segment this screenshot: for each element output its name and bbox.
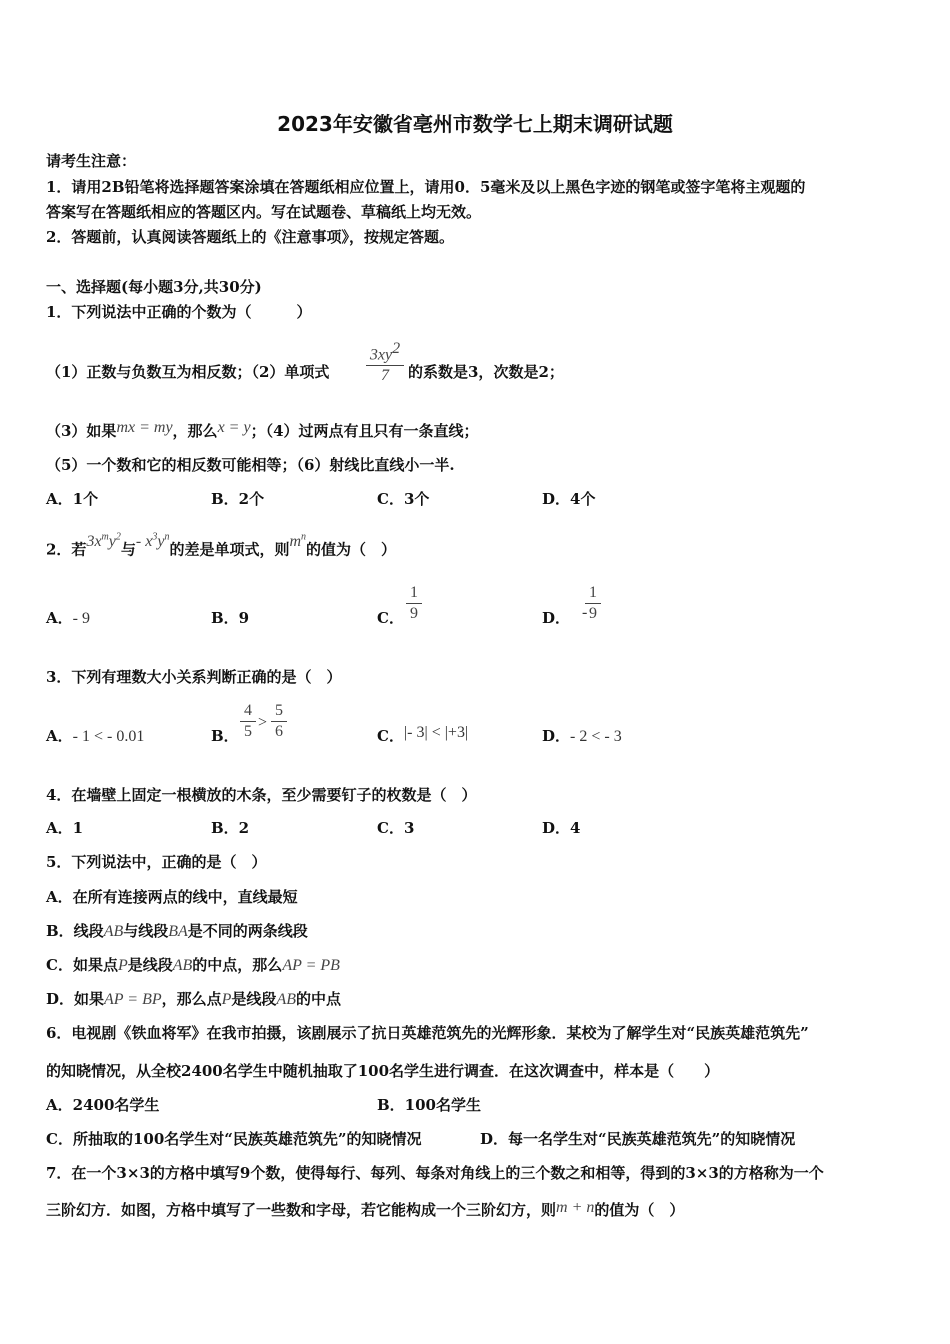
q7-text-a: 三阶幻方．如图，方格中填写了一些数和字母，若它能构成一个三阶幻方，则: [46, 1201, 557, 1219]
q2-option-c-fraction: [406, 584, 422, 623]
q3-option-d[interactable]: [542, 726, 622, 747]
q2-option-c-label: C．: [377, 609, 404, 627]
q7-math: m + n: [556, 1199, 595, 1216]
q2-term-2-exp2: n: [164, 532, 170, 543]
q2-option-d-fraction: [585, 584, 601, 623]
q4-option-d[interactable]: D．4: [542, 819, 581, 837]
q1-s3-text-b: ，那么: [172, 422, 218, 440]
q5-d-math-2: P: [221, 991, 232, 1008]
q2-option-d-label: D．: [542, 609, 571, 627]
q5-c-text-2: 是线段: [127, 956, 173, 974]
q2-term-1: [86, 533, 120, 550]
section-heading: 一、选择题(每小题3分,共30分): [46, 278, 262, 296]
q2-option-b[interactable]: B．9: [211, 609, 250, 627]
q2-power: [289, 533, 306, 550]
q2-term-1-base: 3x: [86, 533, 102, 551]
q1-option-d[interactable]: D．4个: [542, 490, 596, 508]
q3-option-d-value: - 2 < - 3: [570, 728, 622, 745]
q2-text-d: 的值为（ ）: [306, 540, 397, 559]
q5-b-text-2: 与线段: [123, 922, 169, 940]
q5-c-math-3: AP = PB: [282, 957, 340, 974]
q7-stem-line-2: [46, 1200, 684, 1221]
q1-option-b[interactable]: B．2个: [211, 490, 265, 508]
q5-b-text-1: B．线段: [46, 922, 104, 940]
q2-text-c: 的差是单项式，则: [169, 540, 290, 559]
q3-option-b-gt: >: [258, 714, 268, 731]
q3-option-d-label: D．: [542, 727, 571, 745]
q5-stem: 5．下列说法中，正确的是（ ）: [46, 853, 267, 871]
q2-term-2-base2: y: [157, 533, 165, 551]
q2-power-base: m: [289, 533, 302, 551]
q5-d-math-3: AB: [276, 991, 296, 1008]
q3-option-c-value: |- 3| < |+3|: [403, 724, 469, 741]
q5-d-text-3: 是线段: [231, 990, 277, 1008]
q3-option-c-label: C．: [377, 727, 404, 745]
q1-frac-num: 3xy: [369, 346, 393, 364]
q5-b-math-2: BA: [168, 923, 188, 940]
q5-c-math-2: AB: [172, 957, 193, 974]
q3-option-b-den-2: 6: [275, 723, 283, 740]
q2-power-exp: n: [301, 532, 307, 543]
q2-option-d-den: 9: [589, 605, 597, 622]
q5-d-text-1: D．如果: [46, 990, 105, 1008]
notice-line-1b: 答案写在答题纸相应的答题区内。写在试题卷、草稿纸上均无效。: [46, 203, 482, 221]
q5-c-text-3: 的中点，那么: [192, 956, 283, 974]
q1-s3-text-a: （3）如果: [46, 422, 117, 440]
notice-line-2: 2．答题前，认真阅读答题纸上的《注意事项》，按规定答题。: [46, 228, 454, 246]
q1-frac-exp: 2: [392, 340, 401, 357]
q1-s3-math-1: mx = my: [116, 419, 173, 436]
q1-statement-5-6: （5）一个数和它的相反数可能相等；（6）射线比直线小一半.: [46, 456, 455, 474]
q3-option-b-den-1: 5: [244, 723, 252, 740]
q2-term-1-exp2: 2: [115, 532, 121, 543]
q1-statement-3-4: [46, 421, 479, 442]
q3-option-a-value: - 1 < - 0.01: [72, 728, 145, 745]
q2-option-d-sign: -: [582, 604, 588, 621]
q1-statement-1-2b: 的系数是3，次数是2；: [408, 363, 564, 381]
q6-stem-line-2: 的知晓情况，从全校2400名学生中随机抽取了100名学生进行调查．在这次调查中，样本是（ ）: [46, 1062, 720, 1080]
q3-option-b-fraction-1: [240, 702, 256, 741]
q5-d-text-2: ，那么点: [161, 990, 222, 1008]
q5-b-math-1: AB: [103, 923, 124, 940]
q2-text-b: 与: [120, 540, 136, 559]
q5-option-b[interactable]: [46, 921, 308, 942]
q3-option-b-fraction-2: [271, 702, 287, 741]
notice-line-1a: 1．请用2B铅笔将选择题答案涂填在答题纸相应位置上，请用0．5毫米及以上黑色字迹的钢笔或签字笔将主观题的: [46, 178, 806, 196]
q2-term-2: [136, 533, 170, 550]
q2-option-a-label: A．: [46, 609, 73, 627]
q2-option-a[interactable]: [46, 608, 90, 629]
q2-option-d[interactable]: [542, 604, 588, 629]
q5-option-a[interactable]: A．在所有连接两点的线中，直线最短: [46, 888, 298, 906]
q1-option-a[interactable]: A．1个: [46, 490, 99, 508]
q2-term-2-exp1: 3: [152, 532, 158, 543]
q1-frac-den: 7: [381, 367, 389, 385]
q5-option-d[interactable]: [46, 989, 341, 1010]
q3-option-b-label: B．: [211, 727, 239, 745]
q5-option-c[interactable]: [46, 955, 340, 976]
q5-b-text-3: 是不同的两条线段: [187, 922, 308, 940]
q1-monomial-fraction: [366, 340, 404, 385]
page-title: 2023年安徽省亳州市数学七上期末调研试题: [277, 112, 673, 136]
q2-option-d-num: 1: [589, 584, 597, 601]
q7-stem-line-1: 7．在一个3×3的方格中填写9个数，使得每行、每列、每条对角线上的三个数之和相等，得到的3×3的方格称为一个: [46, 1164, 824, 1182]
notice-heading: 请考生注意：: [46, 152, 137, 170]
q3-option-a[interactable]: [46, 726, 144, 747]
q6-option-c[interactable]: C．所抽取的100名学生对“民族英雄范筑先”的知晓情况: [46, 1130, 422, 1148]
q2-text-a: 2．若: [46, 540, 87, 559]
q5-c-text-1: C．如果点: [46, 956, 118, 974]
q3-option-a-label: A．: [46, 727, 73, 745]
q4-option-c[interactable]: C．3: [377, 819, 415, 837]
q1-s3-math-2: x = y: [217, 419, 251, 436]
q2-stem: [46, 532, 397, 560]
q4-option-b[interactable]: B．2: [211, 819, 250, 837]
q3-option-c[interactable]: [377, 726, 468, 747]
q1-stem: 1．下列说法中正确的个数为（ ）: [46, 303, 312, 321]
q2-term-2-base: - x: [135, 533, 153, 551]
q6-option-b[interactable]: B．100名学生: [377, 1096, 481, 1114]
q3-stem: 3．下列有理数大小关系判断正确的是（ ）: [46, 668, 342, 686]
q4-stem: 4．在墙壁上固定一根横放的木条，至少需要钉子的枚数是（ ）: [46, 786, 477, 804]
q2-option-c[interactable]: [377, 608, 404, 628]
q1-s3-text-c: ；（4）过两点有且只有一条直线；: [250, 422, 479, 440]
q6-stem-line-1: 6．电视剧《铁血将军》在我市拍摄，该剧展示了抗日英雄范筑先的光辉形象．某校为了解学生对“民族英雄范筑先”: [46, 1024, 809, 1042]
q1-statement-1-2a: （1）正数与负数互为相反数；（2）单项式: [46, 363, 330, 381]
q7-text-b: 的值为（ ）: [594, 1201, 685, 1219]
q2-option-a-value: - 9: [72, 610, 90, 627]
q2-option-c-den: 9: [410, 605, 418, 622]
q1-option-c[interactable]: C．3个: [377, 490, 430, 508]
q4-option-a[interactable]: A．1: [46, 819, 84, 837]
q5-d-math-1: AP = BP: [104, 991, 162, 1008]
q3-option-b[interactable]: [211, 726, 239, 746]
q6-option-d[interactable]: D．每一名学生对“民族英雄范筑先”的知晓情况: [480, 1130, 796, 1148]
q3-option-b-num-1: 4: [244, 702, 252, 719]
q5-c-math-1: P: [117, 957, 128, 974]
q2-term-1-exp1: m: [101, 532, 109, 543]
q2-term-1-base2: y: [108, 533, 116, 551]
q2-option-c-num: 1: [410, 584, 418, 601]
q3-option-b-num-2: 5: [275, 702, 283, 719]
q5-d-text-4: 的中点: [295, 990, 341, 1008]
q6-option-a[interactable]: A．2400名学生: [46, 1096, 160, 1114]
